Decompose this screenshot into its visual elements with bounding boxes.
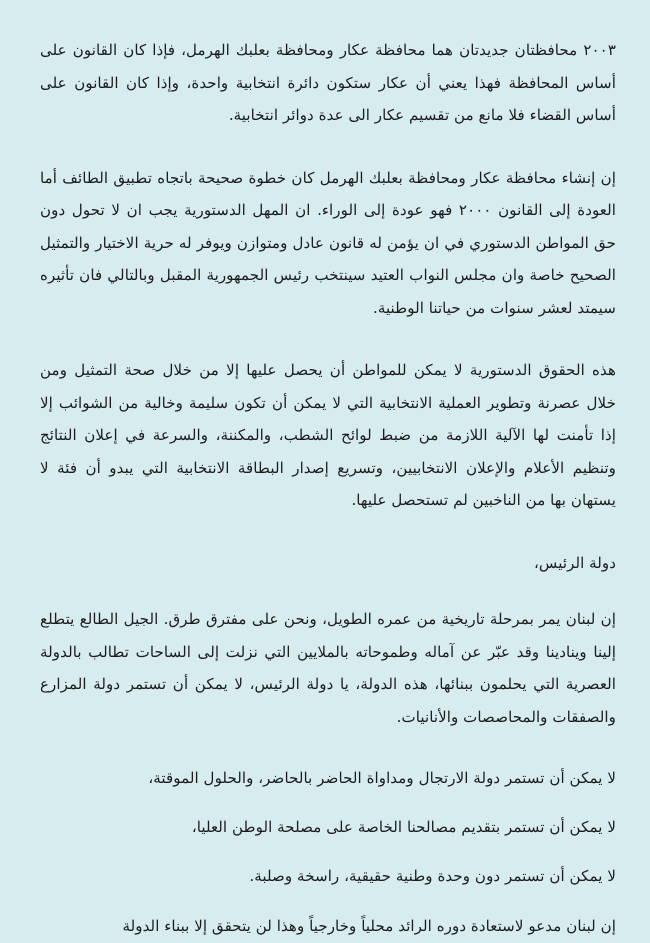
- paragraph-constitutional-rights: هذه الحقوق الدستورية لا يمكن للمواطن أن يحصل عليها إلا من خلال صحة التمثيل ومن خلال عصرنة وتطوير العملية الانتخابية التي لا يمكن أن تكون سليمة وخالية من الشوائب إلا إذا تأمنت لها الآلية اللازمة من ضبط لوائح الشطب، والمكننة، والسرعة في إعلان النتائج وتنظيم الأعلام والإعلان الانتخابيين، وتسريع إصدار البطاقة الانتخابية التي يبدو أن فئة لا يستهان بها من الناخبين لم تستحصل عليها.: [40, 361, 616, 509]
- paragraph-cannot-private-interests: لا يمكن أن تستمر بتقديم مصالحنا الخاصة على مصلحة الوطن العليا،: [191, 818, 616, 836]
- paragraph-cannot-without-unity: لا يمكن أن تستمر دون وحدة وطنية حقيقية، راسخة وصلبة.: [249, 867, 616, 885]
- paragraph-salutation: دولة الرئيس،: [534, 553, 616, 572]
- paragraph-taif: إن إنشاء محافظة عكار ومحافظة بعلبك الهرمل كان خطوة صحيحة باتجاه تطبيق الطائف أما العودة إلى القانون ٢٠٠٠ فهو عودة إلى الوراء. ان المهل الدستورية يجب ان لا تحول دون حق المواطن الدستوري في ان يؤمن له قانون عادل ومتوازن ويوفر له حرية الاختيار والتمثيل الصحيح خاصة وان مجلس النواب العتيد سينتخب رئيس الجمهورية المقبل وبالتالي فان تأثيره سيمتد لعشر سنوات من حياتنا الوطنية.: [40, 168, 616, 317]
- paragraph-lebanon-crossroads: إن لبنان يمر بمرحلة تاريخية من عمره الطويل، ونحن على مفترق طرق. الجيل الطالع يتطلع إلينا وينادينا وقد عبّر عن آماله وطموحاته بالملايين التي نزلت إلى الساحات تطالب بالدولة العصرية التي يحلمون ببنائها، هذه الدولة، يا دولة الرئيس، لا يمكن أن تستمر دولة المزارع والصفقات والمحاصصات والأنانيات.: [40, 610, 616, 726]
- paragraph-governorates: ٢٠٠٣ محافظتان جديدتان هما محافظة عكار ومحافظة بعلبك الهرمل، فإذا كان القانون على أساس المحافظة فهذا يعني أن عكار ستكون دائرة انتخابية واحدة، وإذا كان القانون على أساس القضاء فلا مانع من تقسيم عكار الى عدة دوائر انتخابية.: [40, 41, 616, 124]
- paragraph-cannot-improvisation: لا يمكن أن تستمر دولة الارتجال ومداواة الحاضر بالحاضر، والحلول الموقتة،: [148, 769, 616, 787]
- paragraph-lebanon-role: إن لبنان مدعو لاستعادة دوره الرائد محلياً وخارجياً وهذا لن يتحقق إلا ببناء الدولة: [122, 917, 616, 935]
